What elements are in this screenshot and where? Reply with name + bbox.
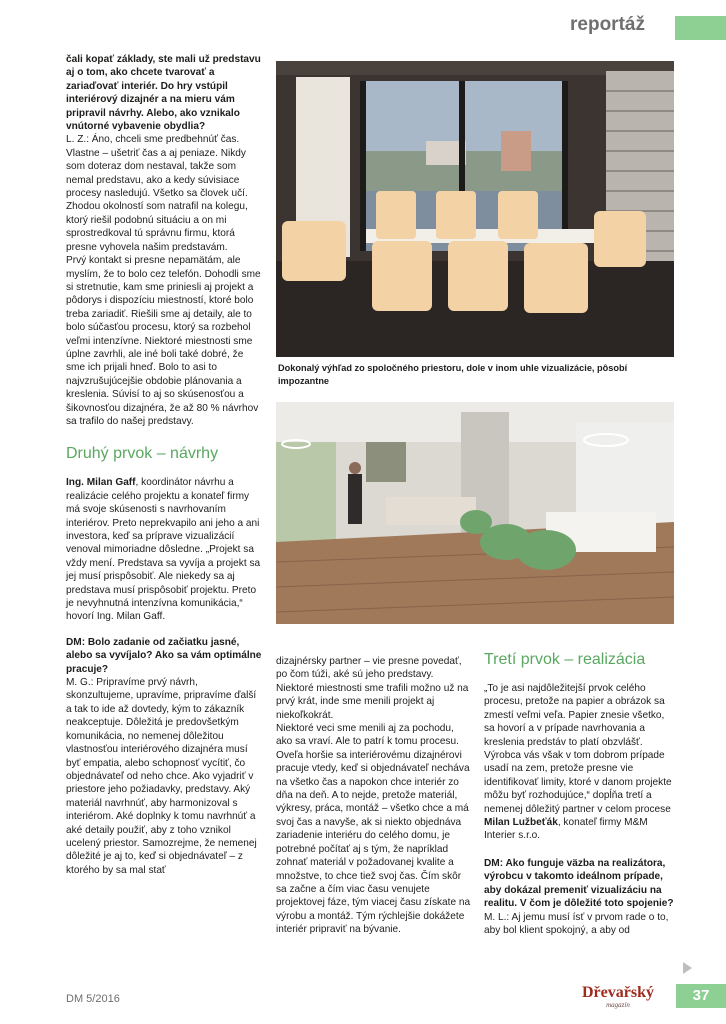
article-column-1 xyxy=(66,53,264,877)
body-paragraph: dizajnérsky partner – vie presne povedať, po čom túži, aké sú jeho predstavy. Niektoré miestnosti sme trafili možno už na prvý krát, inde sme menili projekt aj niekoľkokrát. xyxy=(276,656,469,721)
dining-room-illustration xyxy=(276,61,674,357)
answer-paragraph: M. G.: Pripravíme prvý návrh, skonzultujeme, upravíme, pripravíme ďalší a tak to ide až dovtedy, kým to zákazník neakceptuje. Dôležitá je predovšetkým komunikácia, no nemenej dôležitou vlastnosťou interiérového dizajnéra musí byť empatia, alebo schopnosť vycítiť, čo objednávateľ od neho chce. Ako vyjadriť v priestore jeho požiadavky, predstavy. Aký materiál navrhnúť, aby harmonizoval s interiérom. Aké doplnky k tomu navrhnúť a aké detaily použiť, aby z toho vznikol ucelený priestor. Samozrejme, že nemenej dôležité je aj to, keď si objednávateľ – z ktorého by sa mal stať xyxy=(66,677,257,876)
interview-question: DM: Ako funguje väzba na realizátora, výrobcu v takomto ideálnom prípade, aby dokázal premeniť vizualizáciu na realitu. V čom je dôležité toto spojenie? xyxy=(484,857,674,910)
continue-arrow-icon xyxy=(683,962,692,974)
subhead-second-element: Druhý prvok – návrhy xyxy=(66,445,219,463)
body-paragraph: Ing. Milan Gaff, koordinátor návrhu a realizácie celého projektu a konateľ firmy má svoje skúsenosti s navrhovaním interiérov. Preto neprekvapilo ani jeho a ani investora, keď sa príprave vizualizácií venoval mimoriadne dôsledne. „Projekt sa vždy mení. Predstava sa vyvíja a projekt sa jej musí prispôsobiť. Ale niekedy sa aj predstava musí prispôsobiť projektu. Preto je nevyhnutná intenzívna komunikácia,“ hovorí Ing. Milan Gaff. xyxy=(66,477,261,623)
article-column-2 xyxy=(276,655,472,937)
dining-room-photo xyxy=(276,61,674,357)
body-paragraph: Prvý kontakt si presne nepamätám, ale myslím, že to bolo cez telefón. Dohodli sme si stretnutie, kam sme priniesli aj projekt a pôdorys i dispozíciu miestností, ktoré bolo treba zariadiť. Riešili sme aj detaily, ale to bolo súčasťou procesu, ktorý sa rozbehol veľmi intenzívne. Niektoré miestnosti sme úplne zavrhli, ale iné boli také dobré, že sme ich prijali hneď. Bolo to asi to najvzrušujúcejšie obdobie plánovania a kreslenia. Súvisí to aj so skúsenosťou a šikovnosťou dizajnéra, že až 80 % návrhov sa trafilo do našej predstavy. xyxy=(66,255,261,427)
interview-question: DM: Bolo zadanie od začiatku jasné, alebo sa vyvíjalo? Ako sa vám optimálne pracuje? xyxy=(66,636,262,675)
living-room-visualization xyxy=(276,402,674,624)
section-color-tab xyxy=(675,16,726,40)
issue-label: DM 5/2016 xyxy=(66,993,120,1005)
intro-question: čali kopať základy, ste mali už predstavu aj o tom, ako chcete tvarovať a zariaďovať interiér. Do hry vstúpil interiérový dizajnér a na mieru vám pripravil návrhy. Alebo, ako vznikalo vnútorné vybavenie obydlia? xyxy=(66,54,261,133)
magazine-logo: Dřevařský magazín xyxy=(582,984,654,1009)
person-name: Ing. Milan Gaff xyxy=(66,477,136,489)
page-number: 37 xyxy=(676,984,726,1008)
quote-paragraph: „To je asi najdôležitejší prvok celého procesu, pretože na papier a obrázok sa zmestí veľmi veľa. Papier znesie všetko, sa hovorí a v prípade navrhovania a kreslenia predstáv to platí obzvlášť. Výrobca vás však v tom dobrom prípade usadí na zem, pretože presne vie identifikovať limity, ktoré v danom projekte môžu byť rozhodujúce,“ dopĺňa tretí a nemenej dôležitý partner v celom procese Milan Lužbeťák, konateľ firmy M&M Interier s.r.o. xyxy=(484,683,672,842)
body-paragraph: Niektoré veci sme menili aj za pochodu, ako sa vraví. Ale to patrí k tomu procesu. Oveľa horšie sa interiérovému dizajnérovi pracuje vtedy, keď si objednávateľ necháva na všetko čas a napokon chce interiér zo dňa na deň. A to nejde, pretože materiál, výkresy, práca, montáž – všetko chce a má svoj čas a navyše, ak si niekto objednáva zariadenie interiéru do celého domu, je potrebné počítať aj s tým, že napríklad zohnať materiál v požadovanej kvalite a množstve, to chce tiež svoj čas. Čím skôr sa začne a čím viac času venujete projektovej fáze, tým viacej času získate na výrobu a montáž. Tým rýchlejšie dokážete interiér pripraviť na bývanie. xyxy=(276,723,471,936)
section-label: reportáž xyxy=(570,14,645,35)
answer-paragraph: M. L.: Aj jemu musí ísť v prvom rade o to, aby bol klient spokojný, a aby od xyxy=(484,911,669,936)
article-column-3 xyxy=(484,650,676,937)
subhead-third-element: Tretí prvok – realizácia xyxy=(484,651,646,668)
photo-caption: Dokonalý výhľad zo spoločného priestoru, dole v inom uhle vizualizácie, pôsobí impozantne xyxy=(278,363,628,386)
living-room-illustration xyxy=(276,402,674,624)
person-name: Milan Lužbeťák xyxy=(484,817,558,829)
answer-paragraph: L. Z.: Áno, chceli sme predbehnúť čas. Vlastne – ušetriť čas a aj peniaze. Nikdy som doteraz dom nestaval, takže som nemal predstavu, ako a kedy súvisiace procesy nasledujú. Všetko sa človek učí. Zhodou okolností som natrafil na kolegu, ktorý riešil podobnú situáciu a on mi sprostredkoval tú správnu firmu, ktorá presne vyhovela našim predstavám. xyxy=(66,134,248,253)
